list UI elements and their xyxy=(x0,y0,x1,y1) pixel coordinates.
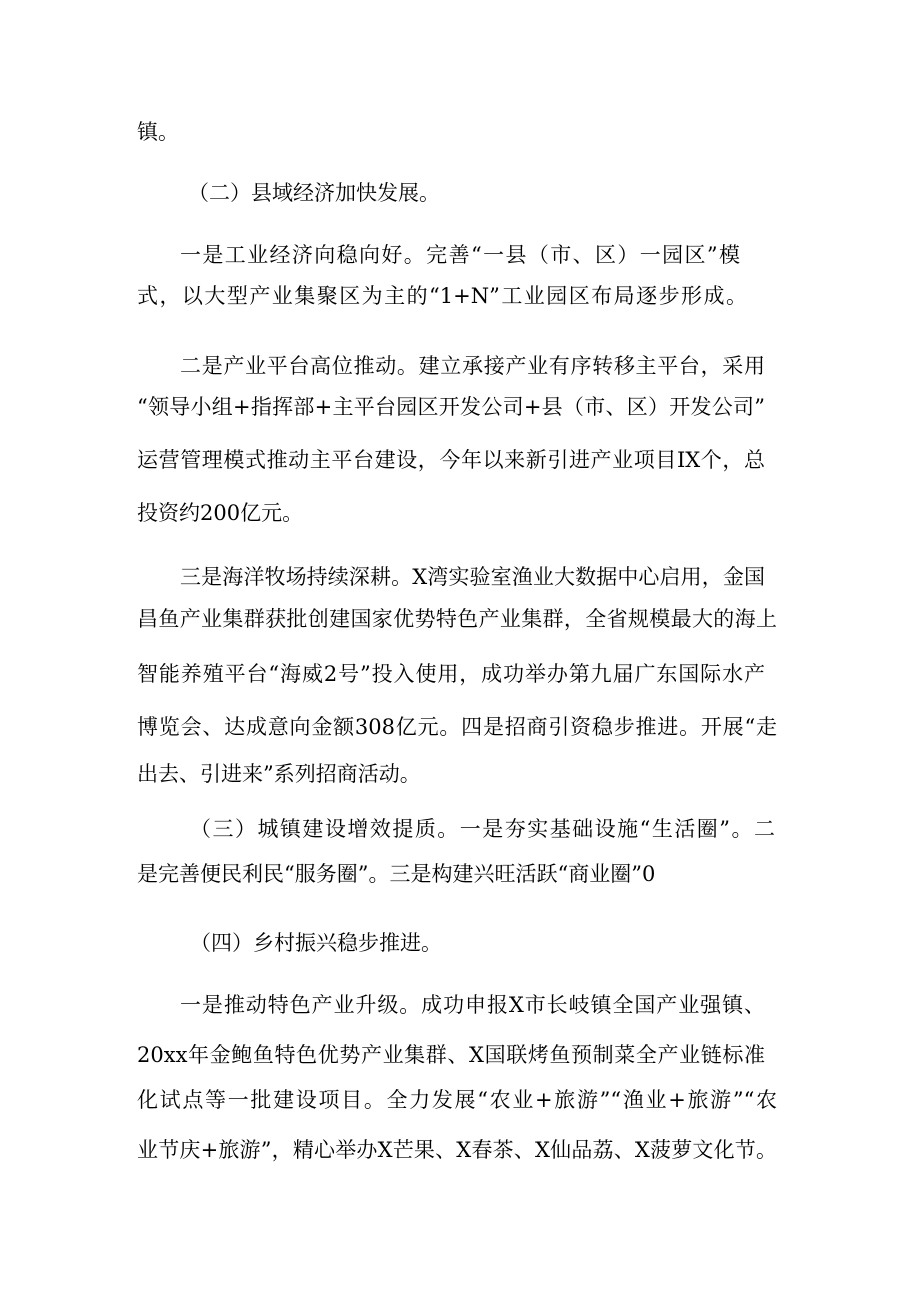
section-heading: （二）县域经济加快发展。 xyxy=(188,181,440,205)
section-heading: （四）乡村振兴稳步推进。 xyxy=(190,931,442,955)
text-line: 业节庆+旅游”，精心举办X芒果、X春茶、X仙品荔、X菠萝文化节。 xyxy=(137,1138,777,1162)
text-line: 一是推动特色产业升级。成功申报X市长岐镇全国产业强镇、 xyxy=(180,993,765,1017)
text-line: 20xx年金鲍鱼特色优势产业集群、X国联烤鱼预制菜全产业链标准 xyxy=(137,1043,765,1067)
text-line: 昌鱼产业集群获批创建国家优势特色产业集群，全省规模最大的海上 xyxy=(137,607,777,631)
text-line: 二是产业平台高位推动。建立承接产业有序转移主平台，采用 xyxy=(180,354,765,378)
text-line: 是完善便民利民“服务圈”。三是构建兴旺活跃“商业圈”0 xyxy=(137,862,656,886)
text-line: 运营管理模式推动主平台建设，今年以来新引进产业项目IX个，总 xyxy=(137,448,765,472)
text-line: 投资约200亿元。 xyxy=(137,501,304,525)
text-line: 出去、引进来”系列招商活动。 xyxy=(137,762,421,786)
text-line: 智能养殖平台“海威2号”投入使用，成功举办第九届广东国际水产 xyxy=(137,662,765,686)
text-line: 式，以大型产业集聚区为主的“1+N”工业园区布局逐步形成。 xyxy=(137,284,747,308)
text-line: “领导小组+指挥部+主平台园区开发公司+县（市、区）开发公司” xyxy=(137,395,765,419)
text-line: 三是海洋牧场持续深耕。X湾实验室渔业大数据中心启用，金国 xyxy=(180,565,765,589)
text-line: 镇。 xyxy=(137,120,179,144)
text-line: 博览会、达成意向金额308亿元。四是招商引资稳步推进。开展“走 xyxy=(137,715,777,739)
text-line: 一是工业经济向稳向好。完善“一县（市、区）一园区”模 xyxy=(180,243,740,267)
text-line: 化试点等一批建设项目。全力发展“农业+旅游”“渔业+旅游”“农 xyxy=(137,1088,777,1112)
text-line: （三）城镇建设增效提质。一是夯实基础设施“生活圈”。二 xyxy=(190,817,775,841)
